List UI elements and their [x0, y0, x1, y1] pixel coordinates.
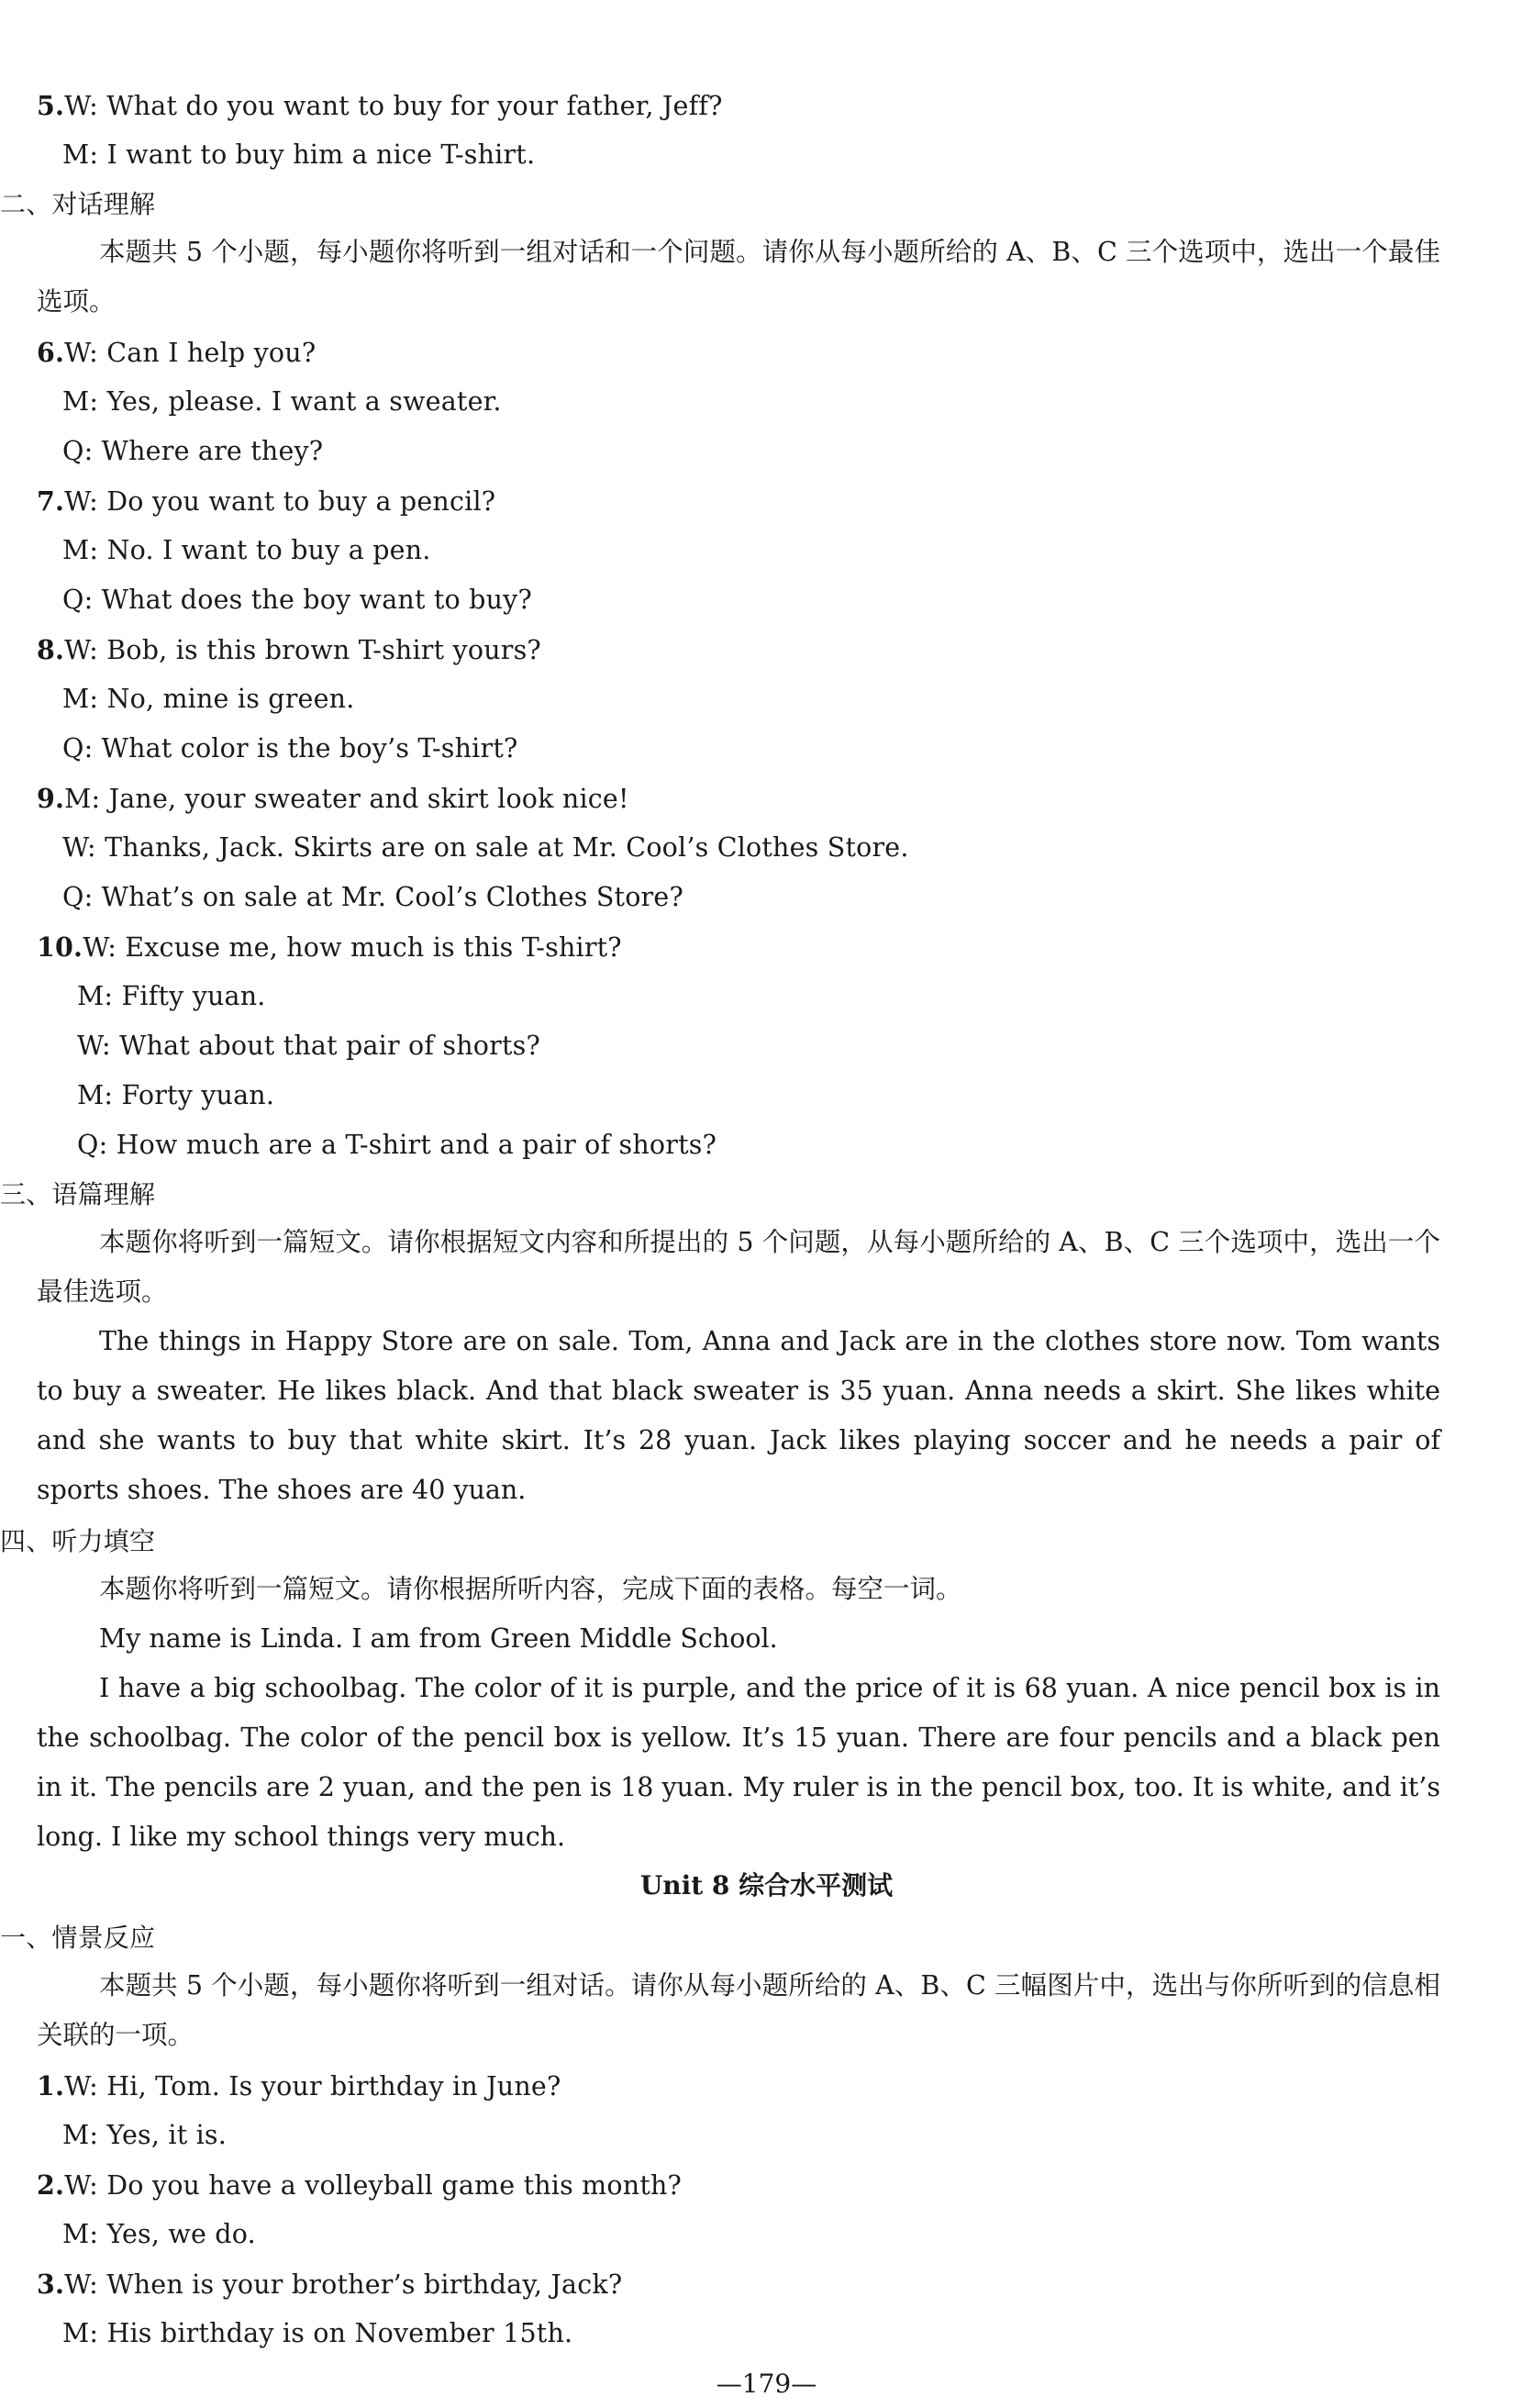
- q8-line-w: [37, 631, 541, 669]
- q10-line-w: [37, 929, 622, 966]
- dialog-line: W: Hi, Tom. Is your birthday in June?: [64, 2071, 561, 2101]
- dialog-line: M: Forty yuan.: [77, 1080, 275, 1110]
- question-line: Q: How much are a T-shirt and a pair of shorts?: [77, 1130, 717, 1160]
- section-heading: 二、对话理解: [0, 189, 156, 219]
- dialog-line: W: What about that pair of shorts?: [77, 1031, 540, 1061]
- passage: I have a big schoolbag. The color of it is purple, and the price of it is 68 yuan. A nice pencil box is in the schoolbag. The color of the pencil box is yellow. It’s 15 yuan. There are four pencils and a black pen in it. The pencils are 2 yuan, and the pen is 18 yuan. My ruler is in the pencil box, too. It is white, and it’s long. I like my school things very much.: [37, 1673, 1440, 1852]
- dialog-line: M: Jane, your sweater and skirt look nice!: [64, 784, 629, 814]
- dialog-line: M: I want to buy him a nice T-shirt.: [62, 139, 536, 170]
- question-number: 1.: [37, 2070, 65, 2101]
- q7-line-w: [37, 483, 495, 520]
- section-heading: 四、听力填空: [0, 1526, 156, 1556]
- dialog-line: M: No, mine is green.: [62, 684, 355, 714]
- question-line: Q: What color is the boy’s T-shirt?: [62, 733, 518, 764]
- section-instruction: 本题共 5 个小题，每小题你将听到一组对话。请你从每小题所给的 A、B、C 三幅图片中，选出与你所听到的信息相关联的一项。: [37, 1970, 1440, 2050]
- dialog-line: M: Yes, please. I want a sweater.: [62, 386, 502, 417]
- section-instruction: 本题你将听到一篇短文。请你根据所听内容，完成下面的表格。每空一词。: [99, 1574, 962, 1604]
- dialog-line: W: Can I help you?: [64, 338, 317, 368]
- q5-line-w: [37, 87, 723, 125]
- u8-q1-line-w: [37, 2068, 561, 2105]
- question-line: Q: What does the boy want to buy?: [62, 585, 532, 615]
- page-number: —179—: [716, 2369, 817, 2399]
- dialog-line: W: Do you want to buy a pencil?: [64, 486, 496, 517]
- question-line: Q: What’s on sale at Mr. Cool’s Clothes Store?: [62, 882, 683, 912]
- u8-q3-line-w: [37, 2266, 622, 2303]
- q9-line-m: [37, 780, 629, 818]
- question-number: 6.: [37, 337, 65, 368]
- dialog-line: W: When is your brother’s birthday, Jack?: [64, 2269, 623, 2300]
- section-instruction: 本题你将听到一篇短文。请你根据短文内容和所提出的 5 个问题，从每小题所给的 A、B、C 三个选项中，选出一个最佳选项。: [37, 1227, 1440, 1307]
- question-number: 5.: [37, 90, 65, 121]
- passage: The things in Happy Store are on sale. Tom, Anna and Jack are in the clothes store now. Tom wants to buy a sweater. He likes black. And that black sweater is 35 yuan. Anna needs a skirt. She likes white and she wants to buy that white skirt. It’s 28 yuan. Jack likes playing soccer and he needs a pair of sports shoes. The shoes are 40 yuan.: [37, 1326, 1440, 1505]
- question-number: 8.: [37, 634, 65, 665]
- question-number: 7.: [37, 485, 65, 517]
- question-number: 2.: [37, 2169, 65, 2201]
- dialog-line: M: Yes, we do.: [62, 2219, 256, 2249]
- dialog-line: W: Bob, is this brown T-shirt yours?: [64, 635, 541, 665]
- question-number: 9.: [37, 783, 65, 814]
- question-number: 3.: [37, 2269, 65, 2300]
- dialog-line: M: No. I want to buy a pen.: [62, 535, 431, 565]
- dialog-line: M: Fifty yuan.: [77, 981, 266, 1011]
- section-heading: 三、语篇理解: [0, 1179, 156, 1210]
- dialog-line: W: Excuse me, how much is this T-shirt?: [83, 932, 622, 963]
- dialog-line: M: His birthday is on November 15th.: [62, 2318, 573, 2348]
- dialog-line: W: What do you want to buy for your father, Jeff?: [64, 91, 723, 121]
- q6-line-w: [37, 334, 316, 372]
- dialog-line: W: Thanks, Jack. Skirts are on sale at Mr. Cool’s Clothes Store.: [62, 832, 909, 863]
- dialog-line: M: Yes, it is.: [62, 2120, 228, 2150]
- section-heading: 一、情景反应: [0, 1923, 156, 1953]
- question-line: Q: Where are they?: [62, 436, 324, 466]
- question-number: 10.: [37, 931, 83, 963]
- dialog-line: W: Do you have a volleyball game this month?: [64, 2170, 683, 2201]
- passage-intro: My name is Linda. I am from Green Middle School.: [99, 1623, 778, 1654]
- section-instruction: 本题共 5 个小题，每小题你将听到一组对话和一个问题。请你从每小题所给的 A、B、C 三个选项中，选出一个最佳选项。: [37, 237, 1440, 317]
- u8-q2-line-w: [37, 2167, 682, 2204]
- unit-title: Unit 8 综合水平测试: [639, 1870, 894, 1901]
